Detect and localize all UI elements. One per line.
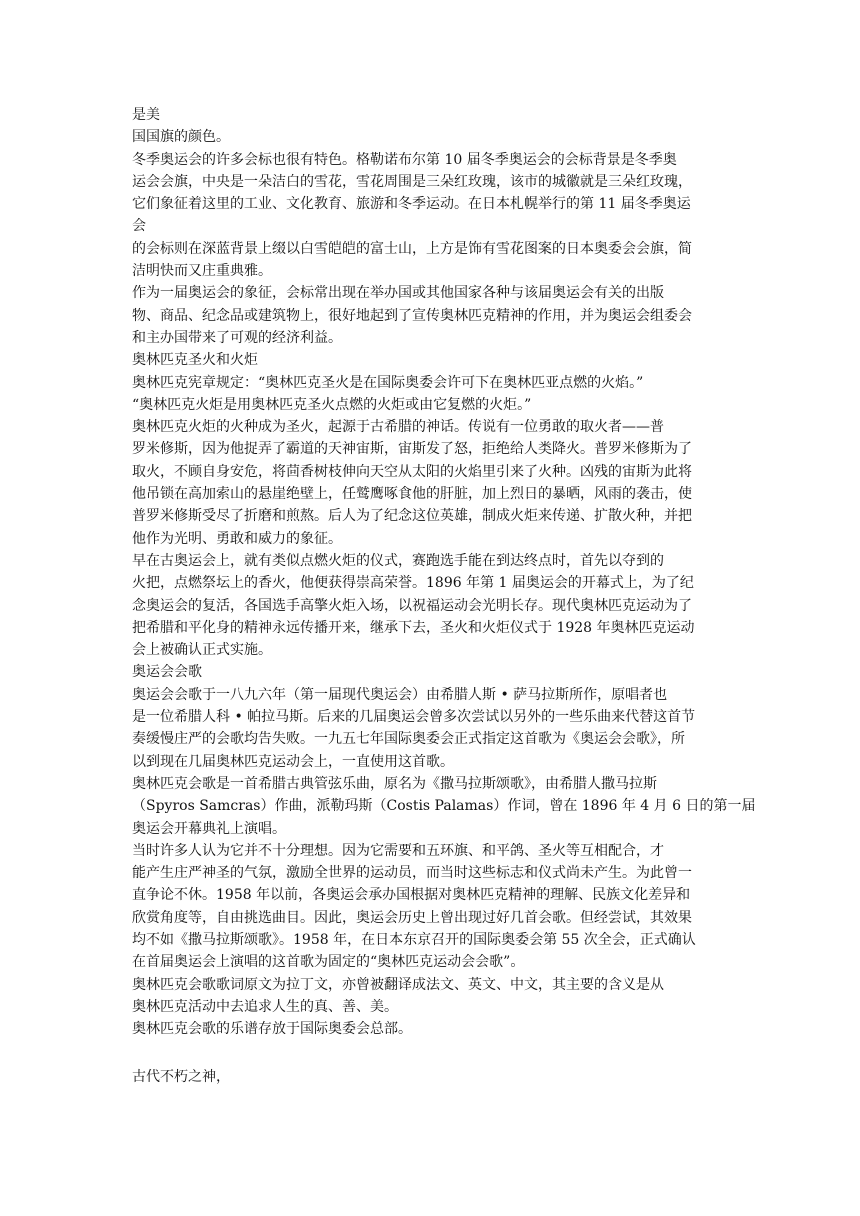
text-line: （Spyros Samcras）作曲，派勒玛斯（Costis Palamas）作词，曾在 1896 年 4 月 6 日的第一届 bbox=[132, 798, 756, 815]
text-line: 和主办国带来了可观的经济利益。 bbox=[132, 329, 342, 346]
text-line: 它们象征着这里的工业、文化教育、旅游和冬季运动。在日本札幌举行的第 11 届冬季奥运 bbox=[132, 196, 691, 213]
text-line: 均不如《撒马拉斯颂歌》。1958 年，在日本东京召开的国际奥委会第 55 次全会，正式确认 bbox=[132, 931, 696, 948]
text-line: “奥林匹克火炬是用奥林匹克圣火点燃的火炬或由它复燃的火炬。” bbox=[132, 396, 532, 413]
text-line: 普罗米修斯受尽了折磨和煎熬。后人为了纪念这位英雄，制成火炬来传递、扩散火种，并把 bbox=[132, 508, 692, 525]
text-line: 物、商品、纪念品或建筑物上，很好地起到了宣传奥林匹克精神的作用，并为奥运会组委会 bbox=[132, 307, 692, 324]
text-line: 奏缓慢庄严的会歌均告失败。一九五七年国际奥委会正式指定这首歌为《奥运会会歌》，所 bbox=[132, 731, 685, 748]
document-page bbox=[132, 104, 756, 1089]
text-line: 是一位希腊人科 • 帕拉马斯。后来的几届奥运会曾多次尝试以另外的一些乐曲来代替这首节 bbox=[132, 709, 696, 726]
text-line: 把希腊和平化身的精神永远传播开来，继承下去，圣火和火炬仪式于 1928 年奥林匹克运动 bbox=[132, 619, 695, 636]
text-line: 奥林匹克活动中去追求人生的真、善、美。 bbox=[132, 998, 398, 1015]
text-line: 直争论不休。1958 年以前，各奥运会承办国根据对奥林匹克精神的理解、民族文化差异和 bbox=[132, 887, 691, 904]
text-line: 念奥运会的复活，各国选手高擎火炬入场，以祝福运动会光明长存。现代奥林匹克运动为了 bbox=[132, 597, 692, 614]
text-line: 运会会旗，中央是一朵洁白的雪花，雪花周围是三朵红玫瑰，该市的城徽就是三朵红玫瑰， bbox=[132, 173, 692, 190]
text-line: 当时许多人认为它并不十分理想。因为它需要和五环旗、和平鸽、圣火等互相配合，才 bbox=[132, 842, 664, 859]
text-line: 奥林匹克会歌歌词原文为拉丁文，亦曾被翻译成法文、英文、中文，其主要的含义是从 bbox=[132, 976, 664, 993]
text-line: 洁明快而又庄重典雅。 bbox=[132, 263, 272, 280]
text-line: 奥林匹克会歌的乐谱存放于国际奥委会总部。 bbox=[132, 1021, 412, 1038]
text-line: 罗米修斯，因为他捉弄了霸道的天神宙斯，宙斯发了怒，拒绝给人类降火。普罗米修斯为了 bbox=[132, 441, 692, 458]
text-line: 以到现在几届奥林匹克运动会上，一直使用这首歌。 bbox=[132, 753, 454, 770]
text-line: 取火，不顾自身安危，将茴香树枝伸向天空从太阳的火焰里引来了火种。凶残的宙斯为此将 bbox=[132, 463, 692, 480]
text-line: 的会标则在深蓝背景上缀以白雪皑皑的富士山，上方是饰有雪花图案的日本奥委会会旗，简 bbox=[132, 240, 692, 257]
text-line: 会 bbox=[132, 218, 146, 235]
text-line: 国国旗的颜色。 bbox=[132, 129, 230, 146]
paragraph-gap bbox=[132, 1040, 738, 1066]
text-line: 能产生庄严神圣的气氛，激励全世界的运动员，而当时这些标志和仪式尚未产生。为此曾一 bbox=[132, 865, 692, 882]
section-heading-torch: 奥林匹克圣火和火炬 bbox=[132, 352, 258, 369]
text-line: 会上被确认正式实施。 bbox=[132, 642, 272, 659]
text-line: 奥林匹克火炬的火种成为圣火，起源于古希腊的神话。传说有一位勇敢的取火者——普 bbox=[132, 419, 664, 436]
section-heading-anthem: 奥运会会歌 bbox=[132, 664, 202, 681]
text-line: 在首届奥运会上演唱的这首歌为固定的“奥林匹克运动会会歌”。 bbox=[132, 954, 525, 971]
text-line: 是美 bbox=[132, 107, 160, 123]
text-line: 奥运会开幕典礼上演唱。 bbox=[132, 820, 286, 837]
text-line: 他吊锁在高加索山的悬崖绝壁上，任鹫鹰啄食他的肝脏，加上烈日的暴晒，风雨的袭击，使 bbox=[132, 486, 692, 503]
text-line: 奥运会会歌于一八九六年（第一届现代奥运会）由希腊人斯 • 萨马拉斯所作，原唱者也 bbox=[132, 686, 668, 703]
text-line: 作为一届奥运会的象征，会标常出现在举办国或其他国家各种与该届奥运会有关的出版 bbox=[132, 285, 664, 302]
text-line: 火把，点燃祭坛上的香火，他便获得崇高荣誉。1896 年第 1 届奥运会的开幕式上，为了纪 bbox=[132, 575, 694, 592]
text-line: 欣赏角度等，自由挑选曲目。因此，奥运会历史上曾出现过好几首会歌。但经尝试，其效果 bbox=[132, 909, 692, 926]
text-line: 早在古奥运会上，就有类似点燃火炬的仪式，赛跑选手能在到达终点时，首先以夺到的 bbox=[132, 552, 664, 569]
poem-line: 古代不朽之神， bbox=[132, 1069, 230, 1086]
text-line: 奥林匹克会歌是一首希腊古典管弦乐曲，原名为《撒马拉斯颂歌》，由希腊人撒马拉斯 bbox=[132, 775, 657, 792]
text-line: 他作为光明、勇敢和威力的象征。 bbox=[132, 530, 342, 547]
text-line: 奥林匹克宪章规定：“奥林匹克圣火是在国际奥委会许可下在奥林匹亚点燃的火焰。” bbox=[132, 374, 644, 391]
text-line: 冬季奥运会的许多会标也很有特色。格勒诺布尔第 10 届冬季奥运会的会标背景是冬季奥 bbox=[132, 151, 677, 168]
